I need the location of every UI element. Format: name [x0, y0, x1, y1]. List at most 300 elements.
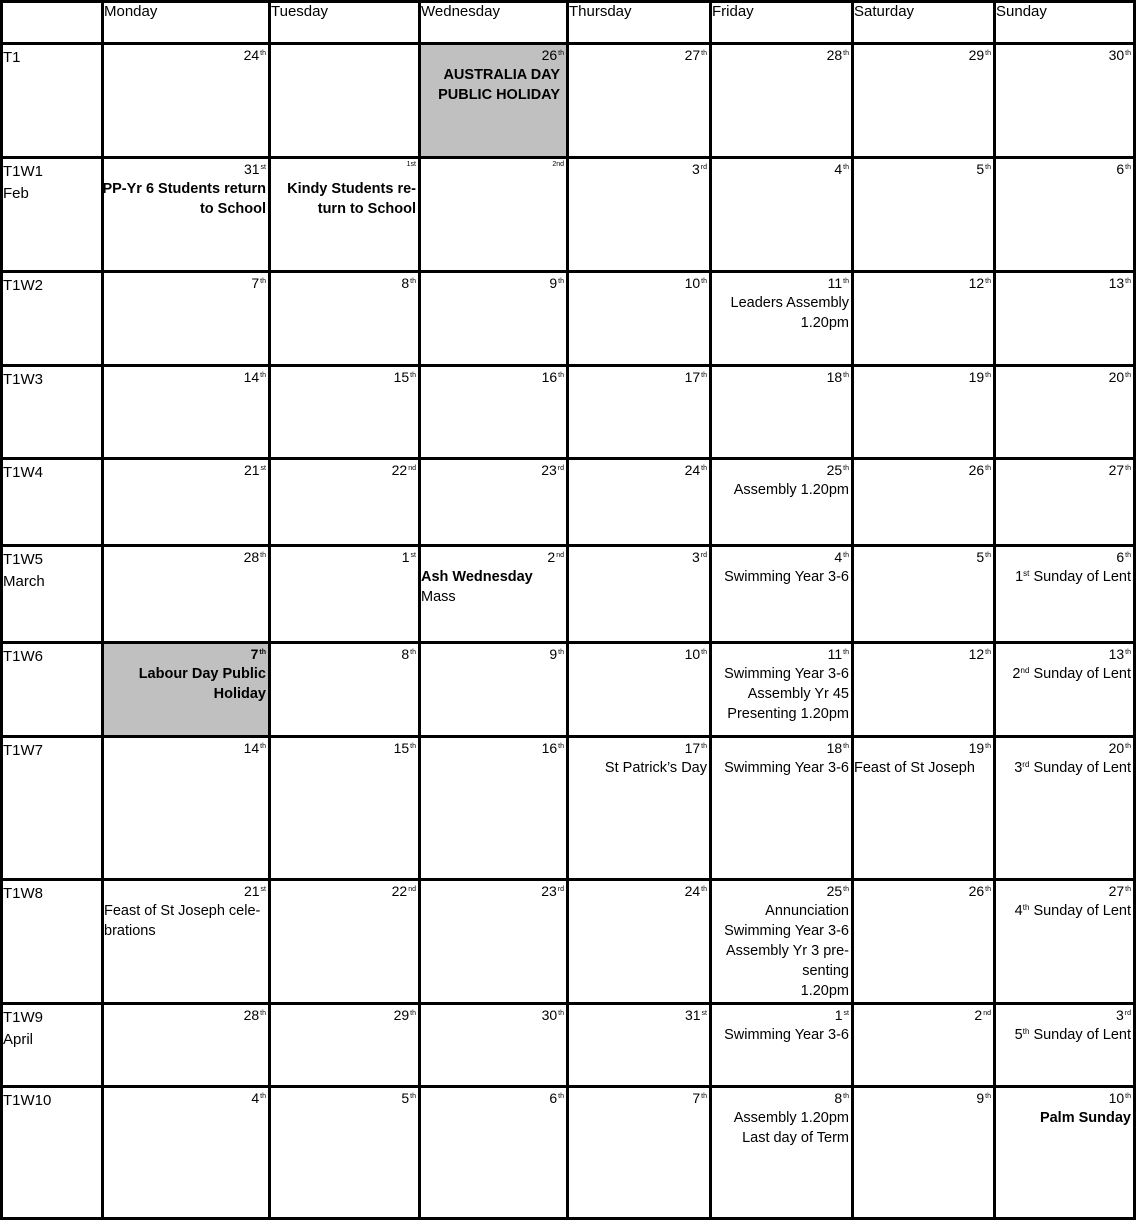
date-ordinal-suffix: rd [700, 552, 707, 559]
event-line [724, 704, 849, 724]
event-line-text: brations [104, 923, 156, 939]
date-number [974, 1006, 991, 1024]
week-label [3, 883, 43, 905]
date-number [969, 461, 991, 479]
event-line [139, 684, 266, 704]
event-line-text: to School [199, 201, 266, 217]
date-number [834, 160, 849, 178]
date-ordinal-suffix: th [1125, 278, 1131, 285]
date-day: 9 [549, 646, 558, 662]
event-line-text: Swimming Year 3-6 [724, 923, 849, 939]
event-text [605, 758, 707, 778]
date-day: 17 [684, 740, 701, 756]
date-ordinal-suffix: th [259, 649, 266, 656]
week-label [3, 646, 43, 668]
date-day: 9 [976, 1090, 985, 1106]
date-ordinal-suffix: th [1125, 465, 1131, 472]
date-number [244, 368, 266, 386]
event-line [724, 941, 849, 961]
week-label-line: T1W2 [3, 277, 44, 294]
grid-line-horizontal [0, 735, 1136, 738]
event-line-text: Swimming Year 3-6 [724, 1027, 849, 1043]
date-day: 12 [968, 275, 985, 291]
date-number [401, 274, 416, 292]
date-ordinal-suffix: nd [408, 886, 416, 893]
date-number [244, 1006, 266, 1024]
date-ordinal-suffix: th [1125, 1093, 1131, 1100]
grid-line-vertical [709, 0, 712, 1220]
week-label [3, 462, 43, 484]
date-day: 1 [401, 549, 410, 565]
event-line [724, 684, 849, 704]
date-day: 29 [968, 47, 985, 63]
grid-line-horizontal [0, 270, 1136, 273]
event-line [438, 85, 560, 105]
date-number [827, 882, 849, 900]
date-number [969, 274, 991, 292]
event-text [734, 1108, 849, 1148]
date-day: 3 [691, 161, 700, 177]
event-text [1015, 567, 1131, 587]
date-ordinal-suffix: th [985, 372, 991, 379]
week-label [3, 549, 45, 593]
event-line [724, 921, 849, 941]
event-text [421, 567, 533, 607]
day-header: Saturday [854, 3, 915, 20]
date-ordinal-suffix: th [558, 372, 564, 379]
event-line [724, 567, 849, 587]
week-label [3, 161, 43, 205]
date-ordinal-suffix: th [1125, 649, 1131, 656]
date-number [244, 548, 266, 566]
date-day: 14 [243, 369, 260, 385]
event-line-text: turn to School [317, 201, 416, 217]
event-ordinal-number: 2 [1012, 666, 1021, 682]
date-number [827, 368, 849, 386]
event-line-text: Last day of Term [742, 1130, 849, 1146]
event-line [1015, 901, 1131, 921]
grid-line-horizontal [0, 156, 1136, 159]
date-number [552, 160, 564, 170]
date-day: 8 [401, 275, 410, 291]
date-day: 22 [391, 883, 408, 899]
event-ordinal-suffix: st [1023, 569, 1030, 578]
date-number [394, 1006, 416, 1024]
event-text [734, 480, 849, 500]
date-number [549, 645, 564, 663]
date-number [685, 1006, 707, 1024]
date-day: 7 [251, 275, 260, 291]
grid-line-horizontal [0, 0, 1136, 3]
date-ordinal-suffix: th [1125, 372, 1131, 379]
date-ordinal-suffix: th [985, 649, 991, 656]
date-day: 4 [834, 161, 843, 177]
event-line-text: senting [802, 963, 849, 979]
date-day: 17 [684, 369, 701, 385]
event-line [421, 587, 533, 607]
date-number [685, 274, 707, 292]
event-text [139, 664, 266, 704]
date-ordinal-suffix: th [260, 278, 266, 285]
event-ordinal-number: 1 [1015, 569, 1024, 585]
date-number [834, 1089, 849, 1107]
date-ordinal-suffix: th [843, 465, 849, 472]
date-day: 28 [243, 1007, 260, 1023]
date-day: 22 [391, 462, 408, 478]
date-ordinal-suffix: th [701, 372, 707, 379]
date-day: 21 [243, 462, 260, 478]
date-day: 3 [691, 549, 700, 565]
event-line-text: 1.20pm [800, 983, 849, 999]
date-number [692, 160, 707, 178]
date-ordinal-suffix: st [843, 1010, 849, 1017]
date-day: 7 [692, 1090, 701, 1106]
date-day: 16 [541, 740, 558, 756]
date-ordinal-suffix: th [558, 1093, 564, 1100]
date-number [685, 461, 707, 479]
event-ordinal-suffix: nd [1020, 666, 1030, 675]
week-label-line: T1W6 [3, 648, 44, 665]
grid-line-vertical [418, 0, 421, 1220]
date-day: 30 [1108, 47, 1125, 63]
date-number [394, 368, 416, 386]
date-day: 18 [826, 369, 843, 385]
date-number [244, 739, 266, 757]
date-ordinal-suffix: th [843, 552, 849, 559]
date-number [392, 461, 416, 479]
event-line-text: Feast of St Joseph cele- [104, 903, 261, 919]
date-day: 8 [401, 646, 410, 662]
event-text [102, 179, 266, 219]
event-line [734, 1108, 849, 1128]
event-text [1012, 664, 1131, 684]
date-day: 11 [827, 275, 843, 291]
date-day: 31 [684, 1007, 701, 1023]
date-ordinal-suffix: nd [556, 552, 564, 559]
date-ordinal-suffix: th [260, 743, 266, 750]
event-line-text: Assembly Yr 45 [747, 686, 849, 702]
date-day: 4 [834, 549, 843, 565]
date-number [251, 645, 266, 663]
date-day: 5 [401, 1090, 410, 1106]
date-ordinal-suffix: th [985, 886, 991, 893]
event-line-text: Mass [421, 589, 456, 605]
week-label [3, 275, 43, 297]
date-ordinal-suffix: st [260, 164, 266, 171]
date-number [402, 548, 416, 566]
event-text [724, 758, 849, 778]
grid-line-vertical [993, 0, 996, 1220]
event-text [1040, 1108, 1131, 1128]
event-ordinal-number: 5 [1014, 1027, 1023, 1043]
date-ordinal-suffix: th [558, 1010, 564, 1017]
date-day: 13 [1108, 646, 1125, 662]
event-line-text: PUBLIC HOLIDAY [438, 87, 560, 103]
date-ordinal-suffix: th [985, 465, 991, 472]
date-day: 1 [834, 1007, 843, 1023]
event-line-text: Swimming Year 3-6 [724, 760, 849, 776]
date-number [976, 1089, 991, 1107]
week-label [3, 1090, 51, 1112]
grid-line-vertical [566, 0, 569, 1220]
event-ordinal-suffix: th [1022, 903, 1030, 912]
date-ordinal-suffix: th [843, 743, 849, 750]
date-ordinal-suffix: th [985, 50, 991, 57]
event-text [1015, 1025, 1131, 1045]
week-label [3, 369, 43, 391]
date-number [692, 1089, 707, 1107]
date-ordinal-suffix: th [701, 886, 707, 893]
date-number [685, 882, 707, 900]
date-number [549, 274, 564, 292]
date-day: 9 [549, 275, 558, 291]
date-ordinal-suffix: nd [408, 465, 416, 472]
date-number [685, 739, 707, 757]
event-line [438, 65, 560, 85]
date-day: 2nd [552, 161, 564, 168]
date-ordinal-suffix: th [701, 465, 707, 472]
event-line [1015, 1025, 1131, 1045]
date-number [685, 368, 707, 386]
date-day: 25 [826, 883, 843, 899]
date-number [542, 739, 564, 757]
date-ordinal-suffix: th [701, 649, 707, 656]
event-line [1012, 664, 1131, 684]
date-number [969, 368, 991, 386]
date-ordinal-suffix: th [985, 164, 991, 171]
event-ordinal-number: 4 [1014, 903, 1023, 919]
date-ordinal-suffix: th [843, 278, 849, 285]
date-ordinal-suffix: th [701, 278, 707, 285]
date-number [1109, 274, 1131, 292]
date-number [835, 1006, 849, 1024]
date-ordinal-suffix: th [558, 743, 564, 750]
week-label [3, 47, 21, 69]
event-line [605, 758, 707, 778]
date-ordinal-suffix: rd [557, 465, 564, 472]
date-number [969, 739, 991, 757]
week-label-line: T1W4 [3, 464, 44, 481]
date-number [692, 548, 707, 566]
date-number [828, 645, 849, 663]
date-day: 28 [243, 549, 260, 565]
event-line [421, 567, 533, 587]
event-text [724, 567, 849, 587]
date-number [834, 548, 849, 566]
grid-line-horizontal [0, 544, 1136, 547]
event-text [724, 901, 849, 1001]
event-line [731, 313, 849, 333]
event-line-text: Assembly 1.20pm [733, 1110, 849, 1126]
date-number [1109, 645, 1131, 663]
date-day: 2 [974, 1007, 983, 1023]
grid-line-horizontal [0, 1002, 1136, 1005]
date-day: 6 [549, 1090, 558, 1106]
date-number [542, 368, 564, 386]
date-day: 19 [968, 369, 985, 385]
date-number [1116, 1006, 1131, 1024]
event-line [724, 901, 849, 921]
date-day: 20 [1108, 740, 1125, 756]
date-number [976, 160, 991, 178]
grid-line-horizontal [0, 878, 1136, 881]
date-day: 15 [393, 740, 410, 756]
event-text [724, 664, 849, 724]
event-line [724, 961, 849, 981]
event-line [139, 664, 266, 684]
event-text [1015, 901, 1131, 921]
date-ordinal-suffix: th [843, 649, 849, 656]
date-day: 26 [968, 883, 985, 899]
event-line-text: Annunciation [765, 903, 849, 919]
date-number [969, 882, 991, 900]
date-ordinal-suffix: rd [700, 164, 707, 171]
date-ordinal-suffix: st [260, 465, 266, 472]
date-day: 20 [1108, 369, 1125, 385]
day-header: Friday [712, 3, 754, 20]
date-ordinal-suffix: nd [983, 1010, 991, 1017]
event-text [104, 901, 260, 941]
event-line-text: Leaders Assembly [730, 295, 849, 311]
date-day: 14 [243, 740, 260, 756]
date-number [1109, 739, 1131, 757]
date-day: 5 [976, 161, 985, 177]
event-line-text: Sunday of Lent [1033, 903, 1131, 919]
date-number [1109, 1089, 1131, 1107]
day-header: Monday [104, 3, 158, 20]
date-ordinal-suffix: th [260, 552, 266, 559]
date-number [976, 548, 991, 566]
grid-line-horizontal [0, 42, 1136, 45]
date-day: 23 [541, 883, 557, 899]
week-label-line: T1W8 [3, 885, 44, 902]
date-day: 24 [684, 883, 701, 899]
date-ordinal-suffix: th [410, 1093, 416, 1100]
week-label-line: Feb [3, 185, 29, 202]
event-line [731, 293, 849, 313]
date-day: 7 [250, 646, 259, 662]
date-ordinal-suffix: st [260, 886, 266, 893]
date-day: 11 [827, 646, 843, 662]
date-ordinal-suffix: th [985, 552, 991, 559]
date-day: 5 [976, 549, 985, 565]
date-ordinal-suffix: th [1125, 886, 1131, 893]
date-ordinal-suffix: th [410, 372, 416, 379]
event-line-text: Assembly Yr 3 pre- [725, 943, 849, 959]
date-day: 18 [826, 740, 843, 756]
event-text [724, 1025, 849, 1045]
date-ordinal-suffix: th [1125, 164, 1131, 171]
date-day: 10 [684, 275, 701, 291]
event-line-text: Sunday of Lent [1033, 666, 1131, 682]
date-ordinal-suffix: th [985, 278, 991, 285]
date-number [549, 1089, 564, 1107]
event-line-text: Sunday of Lent [1033, 760, 1131, 776]
date-number [244, 160, 266, 178]
date-number [969, 46, 991, 64]
date-ordinal-suffix: th [260, 1010, 266, 1017]
date-number [392, 882, 416, 900]
event-line-text: Kindy Students re- [287, 181, 416, 197]
date-number [827, 739, 849, 757]
event-line-text: Swimming Year 3-6 [724, 569, 849, 585]
date-day: 10 [684, 646, 701, 662]
date-day: 19 [968, 740, 985, 756]
date-number [1109, 368, 1131, 386]
date-day: 16 [541, 369, 558, 385]
event-line-text: Sunday of Lent [1033, 569, 1131, 585]
date-number [1116, 548, 1131, 566]
week-label-line: April [3, 1031, 34, 1048]
date-ordinal-suffix: th [410, 743, 416, 750]
week-label-line: T1W9 [3, 1009, 44, 1026]
date-ordinal-suffix: rd [1124, 1010, 1131, 1017]
date-number [394, 739, 416, 757]
day-header: Tuesday [271, 3, 328, 20]
date-day: 12 [968, 646, 985, 662]
event-ordinal-suffix: th [1022, 1027, 1030, 1036]
week-label [3, 1007, 43, 1051]
event-line [854, 758, 975, 778]
date-day: 3 [1115, 1007, 1124, 1023]
date-number [401, 645, 416, 663]
event-line [724, 981, 849, 1001]
date-day: 13 [1108, 275, 1125, 291]
date-ordinal-suffix: th [985, 1093, 991, 1100]
event-line-text: Labour Day Public [138, 666, 266, 682]
date-number [547, 548, 564, 566]
date-day: 28 [826, 47, 843, 63]
date-number [685, 46, 707, 64]
event-line [734, 480, 849, 500]
event-line [102, 179, 266, 199]
date-day: 6 [1116, 161, 1125, 177]
date-ordinal-suffix: th [701, 743, 707, 750]
date-day: 21 [243, 883, 260, 899]
week-label-line: T1W1 [3, 163, 44, 180]
event-text [854, 758, 975, 778]
event-line [724, 758, 849, 778]
date-number [542, 1006, 564, 1024]
event-text [287, 179, 416, 219]
week-label-line: T1W7 [3, 742, 44, 759]
event-line-text: 1.20pm [800, 315, 849, 331]
date-number [828, 274, 849, 292]
week-label-line: T1W5 [3, 551, 44, 568]
date-ordinal-suffix: th [843, 886, 849, 893]
week-label-line: March [3, 573, 45, 590]
date-day: 27 [684, 47, 701, 63]
date-ordinal-suffix: th [260, 50, 266, 57]
event-line [734, 1128, 849, 1148]
event-ordinal-suffix: rd [1022, 760, 1030, 769]
event-line [102, 199, 266, 219]
date-day: 6 [1116, 549, 1125, 565]
date-day: 27 [1108, 462, 1125, 478]
event-line-text: AUSTRALIA DAY [443, 67, 560, 83]
date-day: 24 [684, 462, 701, 478]
date-day: 29 [393, 1007, 410, 1023]
day-header: Thursday [569, 3, 632, 20]
day-header: Wednesday [421, 3, 500, 20]
date-ordinal-suffix: th [843, 372, 849, 379]
date-ordinal-suffix: th [701, 1093, 707, 1100]
date-day: 24 [243, 47, 260, 63]
event-text [438, 65, 560, 105]
week-label-line: T1 [3, 49, 21, 66]
event-line [287, 179, 416, 199]
event-line-text: Holiday [213, 686, 266, 702]
